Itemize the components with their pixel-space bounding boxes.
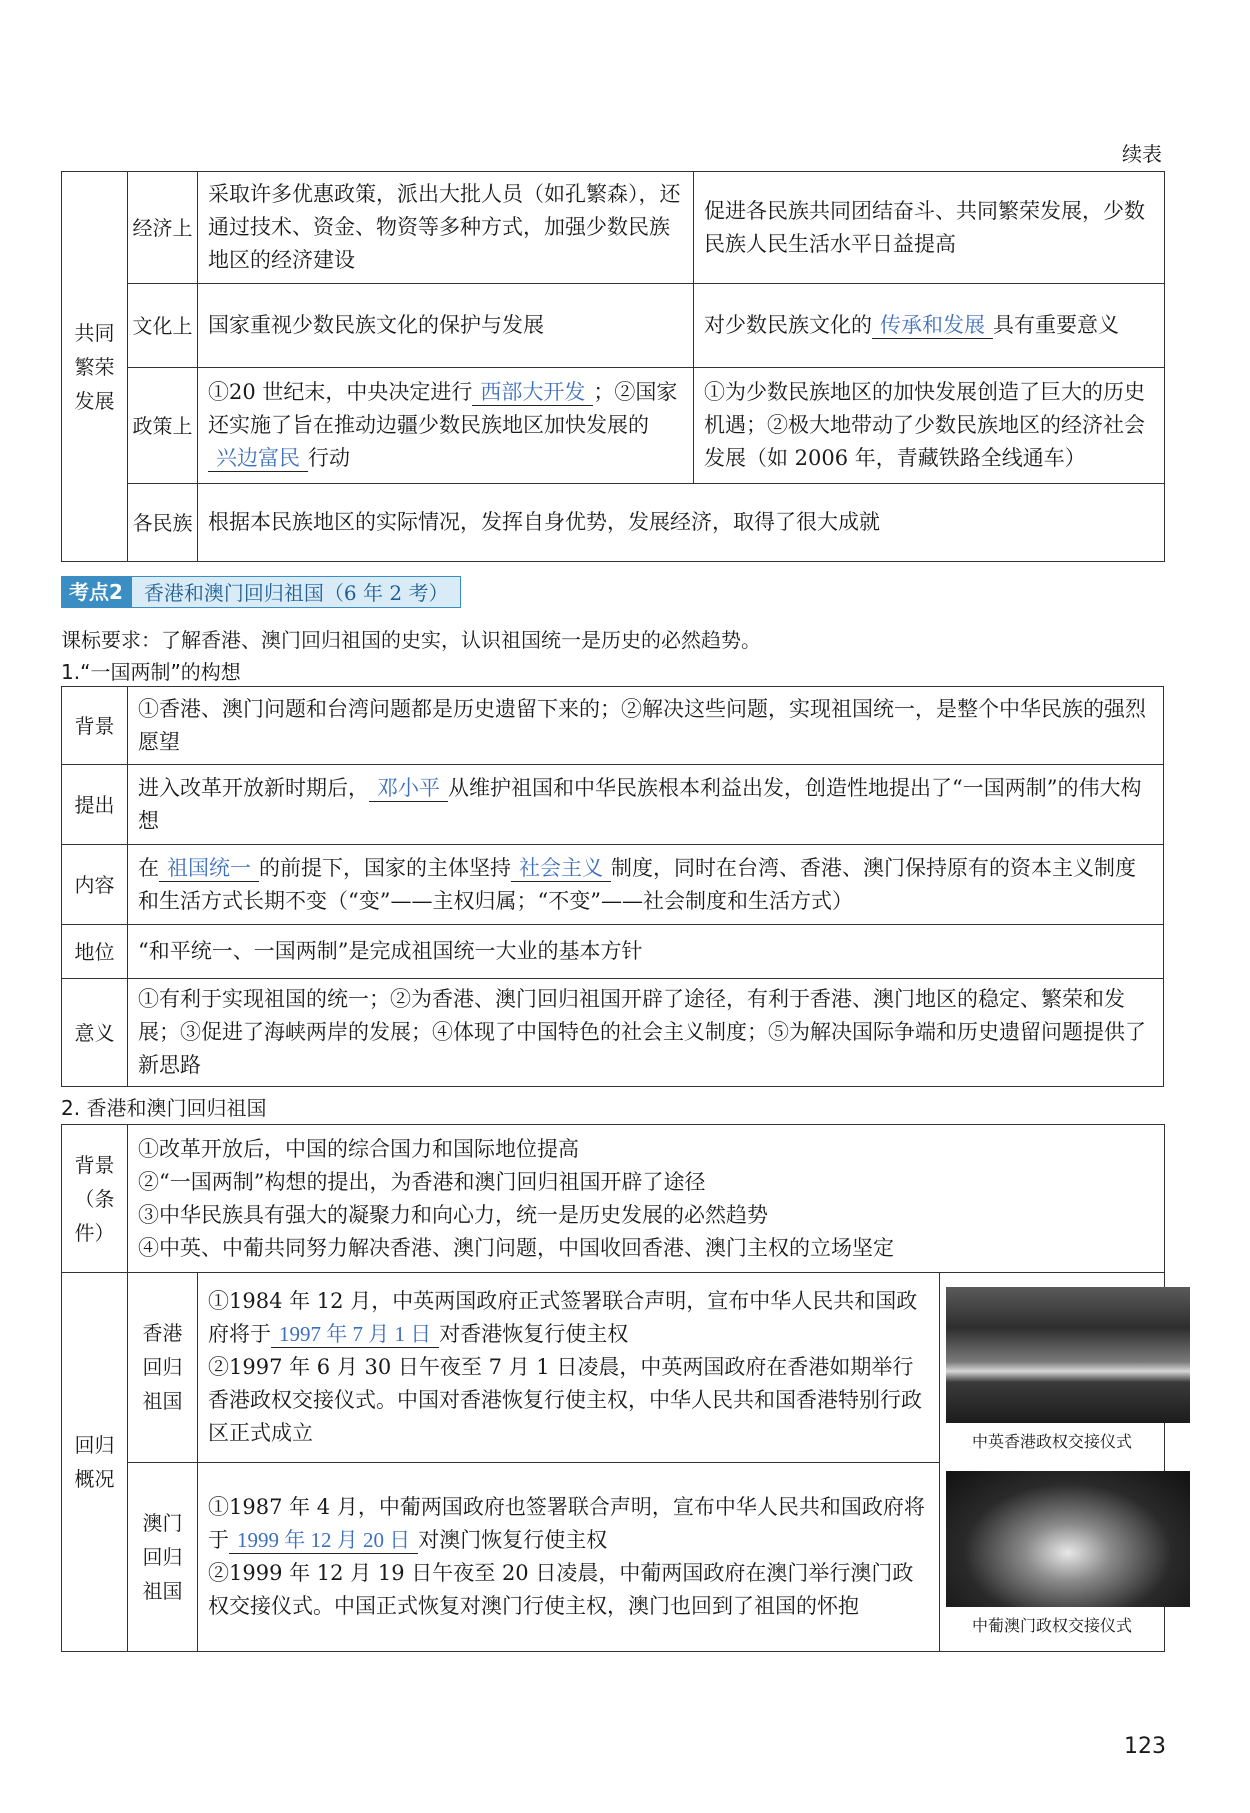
row-label-background: 背景 bbox=[62, 687, 128, 765]
row-label-nations: 各民族 bbox=[128, 484, 198, 562]
conditions-list bbox=[128, 1125, 1165, 1273]
policy-effect: ①为少数民族地区的加快发展创造了巨大的历史机遇；②极大地带动了少数民族地区的经济社会发展（如 2006 年，青藏铁路全线通车） bbox=[694, 368, 1165, 484]
kaodian-heading bbox=[61, 576, 461, 608]
status-text: “和平统一、一国两制”是完成祖国统一大业的基本方针 bbox=[128, 925, 1164, 979]
hongkong-photo-caption: 中英香港政权交接仪式 bbox=[971, 1432, 1132, 1451]
answer-blank: 祖国统一 bbox=[159, 855, 259, 882]
row-label-culture: 文化上 bbox=[128, 284, 198, 368]
row-label-policy: 政策上 bbox=[128, 368, 198, 484]
answer-blank: 1997 年 7 月 1 日 bbox=[271, 1321, 439, 1348]
answer-blank: 西部大开发 bbox=[472, 379, 593, 406]
row-label-economy: 经济上 bbox=[128, 172, 198, 284]
group-label-overview: 回归概况 bbox=[62, 1273, 128, 1652]
row-label-hongkong: 香港回归祖国 bbox=[128, 1273, 198, 1463]
condition-item: ①改革开放后，中国的综合国力和国际地位提高 bbox=[138, 1136, 579, 1161]
macao-photo-caption: 中葡澳门政权交接仪式 bbox=[971, 1616, 1132, 1635]
answer-blank: 社会主义 bbox=[511, 855, 611, 882]
hongkong-ceremony-photo bbox=[946, 1287, 1190, 1423]
continued-label: 续表 bbox=[1122, 142, 1162, 166]
kaodian-title: 香港和澳门回归祖国（6 年 2 考） bbox=[131, 576, 462, 608]
group-label: 共同繁荣发展 bbox=[62, 172, 128, 562]
row-label-conditions: 背景（条件） bbox=[62, 1125, 128, 1273]
row-label-proposed: 提出 bbox=[62, 765, 128, 845]
macao-ceremony-photo bbox=[946, 1471, 1190, 1607]
significance-text: ①有利于实现祖国的统一；②为香港、澳门回归祖国开辟了途径，有利于香港、澳门地区的稳定、繁荣和发展；③促进了海峡两岸的发展；④体现了中国特色的社会主义制度；⑤为解决国际争端和历史遗留问题提供了新思路 bbox=[128, 979, 1164, 1087]
condition-item: ②“一国两制”构想的提出，为香港和澳门回归祖国开辟了途径 bbox=[138, 1169, 706, 1194]
hk-macao-return-table bbox=[61, 1124, 1165, 1652]
row-label-significance: 意义 bbox=[62, 979, 128, 1087]
background-text: ①香港、澳门问题和台湾问题都是历史遗留下来的；②解决这些问题，实现祖国统一，是整个中华民族的强烈愿望 bbox=[128, 687, 1164, 765]
row-label-macao: 澳门回归祖国 bbox=[128, 1462, 198, 1652]
ethnic-development-table bbox=[61, 171, 1165, 562]
economy-measures: 采取许多优惠政策，派出大批人员（如孔繁森），还通过技术、资金、物资等多种方式，加强少数民族地区的经济建设 bbox=[198, 172, 694, 284]
culture-measures: 国家重视少数民族文化的保护与发展 bbox=[198, 284, 694, 368]
macao-text: ①1987 年 4 月，中葡两国政府也签署联合声明，宣布中华人民共和国政府将于 1999 年 12 月 20 日 对澳门恢复行使主权 ②1999 年 12 月 19 日午夜至 20 日凌晨，中葡两国政府在澳门举行澳门政权交接仪式。中国正式恢复对澳门行使主权，澳门也回到了祖国的怀抱 bbox=[198, 1462, 940, 1652]
nations-text: 根据本民族地区的实际情况，发挥自身优势，发展经济，取得了很大成就 bbox=[198, 484, 1165, 562]
section-title-2: 2. 香港和澳门回归祖国 bbox=[61, 1096, 267, 1120]
answer-blank: 邓小平 bbox=[369, 775, 448, 802]
culture-effect: 对少数民族文化的 传承和发展 具有重要意义 bbox=[694, 284, 1165, 368]
answer-blank: 传承和发展 bbox=[872, 312, 993, 339]
kaodian-tag: 考点2 bbox=[61, 576, 131, 608]
row-label-content: 内容 bbox=[62, 845, 128, 925]
proposed-text: 进入改革开放新时期后， 邓小平 从维护祖国和中华民族根本利益出发，创造性地提出了“一国两制”的伟大构想 bbox=[128, 765, 1164, 845]
photos-cell bbox=[940, 1273, 1165, 1652]
row-label-status: 地位 bbox=[62, 925, 128, 979]
condition-item: ③中华民族具有强大的凝聚力和向心力，统一是历史发展的必然趋势 bbox=[138, 1202, 768, 1227]
section-title-1: 1.“一国两制”的构想 bbox=[61, 660, 241, 684]
content-text: 在 祖国统一 的前提下，国家的主体坚持 社会主义 制度，同时在台湾、香港、澳门保持原有的资本主义制度和生活方式长期不变（“变”——主权归属；“不变”——社会制度和生活方式） bbox=[128, 845, 1164, 925]
economy-effect: 促进各民族共同团结奋斗、共同繁荣发展，少数民族人民生活水平日益提高 bbox=[694, 172, 1165, 284]
condition-item: ④中英、中葡共同努力解决香港、澳门问题，中国收回香港、澳门主权的立场坚定 bbox=[138, 1235, 894, 1260]
one-country-two-systems-table bbox=[61, 686, 1164, 1087]
page-number: 123 bbox=[1124, 1734, 1166, 1759]
answer-blank: 兴边富民 bbox=[208, 445, 308, 472]
policy-measures: ①20 世纪末，中央决定进行 西部大开发 ；②国家还实施了旨在推动边疆少数民族地区加快发展的兴边富民 行动 bbox=[198, 368, 694, 484]
hongkong-text: ①1984 年 12 月，中英两国政府正式签署联合声明，宣布中华人民共和国政府将于 1997 年 7 月 1 日 对香港恢复行使主权 ②1997 年 6 月 30 日午夜至 7 月 1 日凌晨，中英两国政府在香港如期举行香港政权交接仪式。中国对香港恢复行使主权，中华人民共和国香港特别行政区正式成立 bbox=[198, 1273, 940, 1463]
curriculum-requirement: 课标要求：了解香港、澳门回归祖国的史实，认识祖国统一是历史的必然趋势。 bbox=[61, 628, 761, 652]
answer-blank: 1999 年 12 月 20 日 bbox=[229, 1527, 418, 1554]
